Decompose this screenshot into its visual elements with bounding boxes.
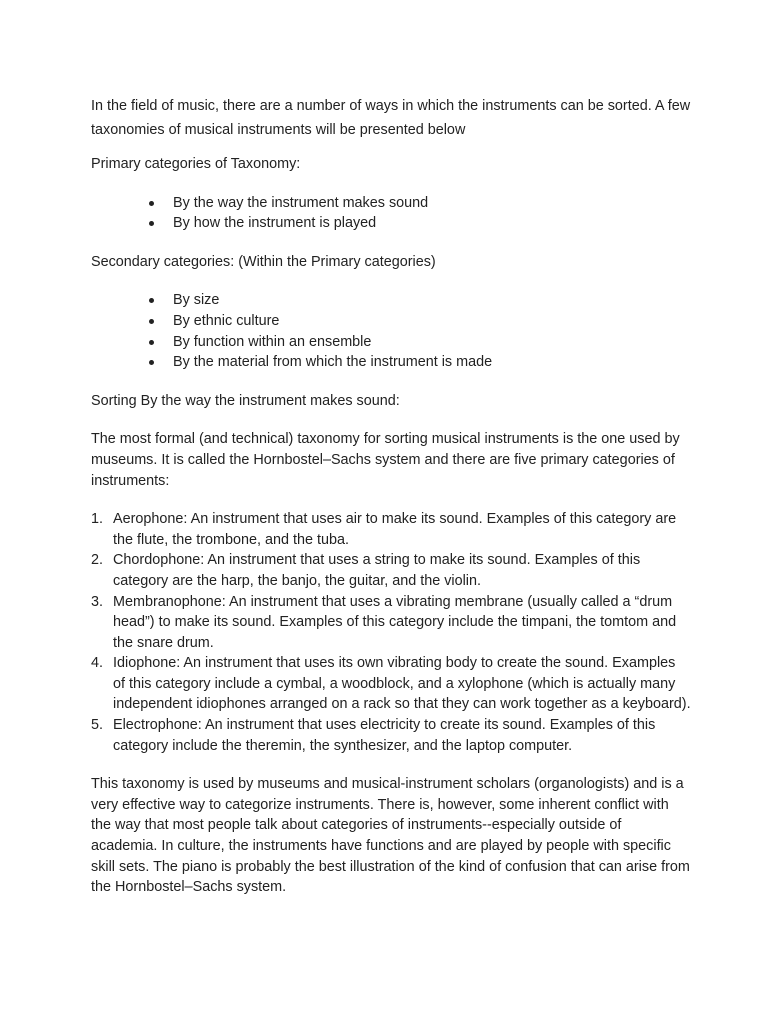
list-item: By the material from which the instrument is made <box>91 352 691 373</box>
list-item: 5. Electrophone: An instrument that uses electricity to create its sound. Examples of this category include the theremin, the synthesizer, and the laptop computer. <box>91 717 656 754</box>
bullet-icon <box>149 340 154 345</box>
document-page <box>91 94 691 916</box>
instrument-categories-list <box>91 509 691 756</box>
hornbostel-sachs-paragraph: The most formal (and technical) taxonomy for sorting musical instruments is the one used by museums. It is called the Hornbostel–Sachs system and there are five primary categories of instruments: <box>91 431 680 489</box>
bullet-icon <box>149 360 154 365</box>
list-item: 2. Chordophone: An instrument that uses a string to make its sound. Examples of this category are the harp, the banjo, the guitar, and the violin. <box>91 552 641 589</box>
closing-paragraph: This taxonomy is used by museums and musical-instrument scholars (organologists) and is a very effective way to categorize instruments. There is, however, some inherent conflict with the way that most people talk about categories of instruments--especially outside of academia. In culture, the instruments have functions and are played by people with specific skill sets. The piano is probably the best illustration of the kind of confusion that can arise from the Hornbostel–Sachs system. <box>91 776 690 896</box>
secondary-categories-heading: Secondary categories: (Within the Primary categories) <box>91 253 436 270</box>
bullet-icon <box>149 319 154 324</box>
list-item: By size <box>91 290 691 311</box>
bullet-icon <box>149 221 154 226</box>
list-item: 1. Aerophone: An instrument that uses air to make its sound. Examples of this category are the flute, the trombone, and the tuba. <box>91 511 677 548</box>
bullet-icon <box>149 201 154 206</box>
list-item: 4. Idiophone: An instrument that uses its own vibrating body to create the sound. Examples of this category include a cymbal, a woodblock, and a xylophone (which is actually many independent idiophones arranged on a rack so that they can work together as a keyboard). <box>91 655 691 713</box>
primary-categories-heading: Primary categories of Taxonomy: <box>91 156 301 172</box>
secondary-categories-list <box>91 290 691 372</box>
list-item: By ethnic culture <box>91 311 691 332</box>
sorting-heading: Sorting By the way the instrument makes sound: <box>91 392 400 409</box>
list-item: 3. Membranophone: An instrument that uses a vibrating membrane (usually called a “drum head”) to make its sound. Examples of this category include the timpani, the tomtom and the snare drum. <box>91 593 677 651</box>
list-item: By function within an ensemble <box>91 332 691 353</box>
list-item: By the way the instrument makes sound <box>91 193 691 214</box>
intro-paragraph: In the field of music, there are a number of ways in which the instruments can be sorted. A few taxonomies of musical instruments will be presented below <box>91 98 691 138</box>
list-item: By how the instrument is played <box>91 213 691 234</box>
primary-categories-list <box>91 193 691 234</box>
bullet-icon <box>149 298 154 303</box>
